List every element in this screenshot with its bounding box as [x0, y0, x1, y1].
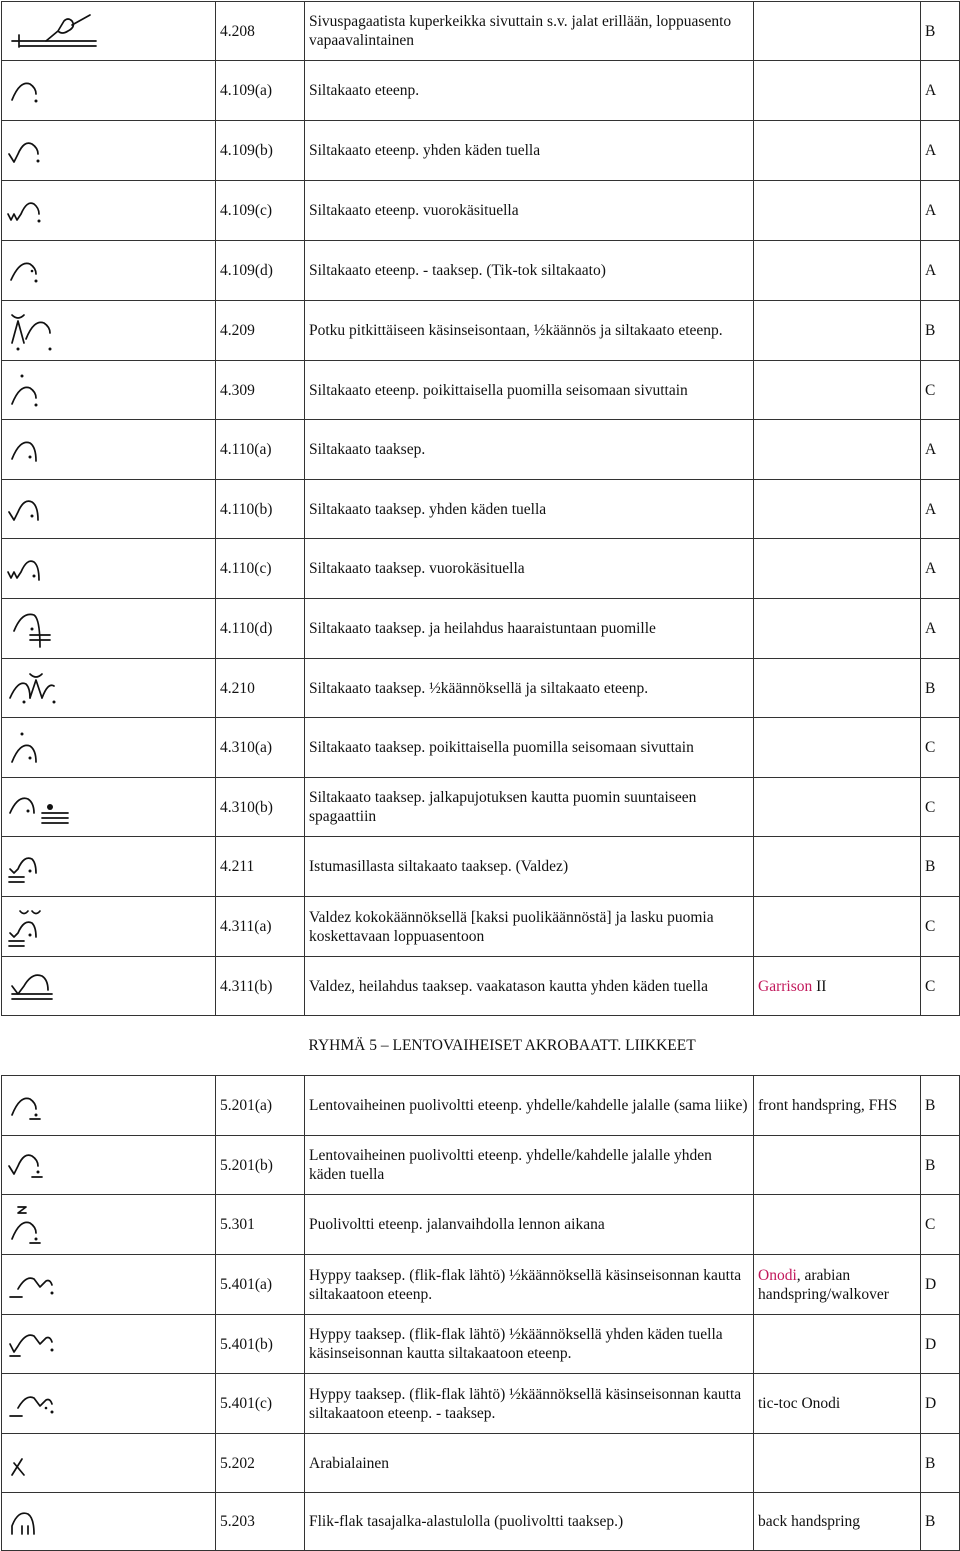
element-code: 5.203 — [216, 1493, 305, 1551]
difficulty-value: B — [921, 1434, 960, 1493]
element-note: Onodi, arabian handspring/walkover — [754, 1255, 921, 1315]
note-name: Onodi — [758, 1266, 797, 1284]
elements-table — [1, 1, 960, 1551]
roll-forward-spagat-icon — [6, 11, 116, 51]
table-row — [2, 121, 960, 181]
table-row — [2, 1493, 960, 1551]
symbol-cell — [2, 1315, 216, 1374]
table-row — [2, 897, 960, 957]
walkover-forward-one-hand-icon — [6, 136, 56, 166]
difficulty-value: C — [921, 361, 960, 420]
element-description: Lentovaiheinen puolivoltti eteenp. yhdelle/kahdelle jalalle yhden käden tuella — [305, 1136, 754, 1195]
element-note: tic-toc Onodi — [754, 1374, 921, 1434]
symbol-cell — [2, 241, 216, 301]
element-code: 5.401(a) — [216, 1255, 305, 1315]
element-description: Siltakaato taaksep. yhden käden tuella — [305, 480, 754, 539]
difficulty-value: A — [921, 599, 960, 659]
element-note — [754, 837, 921, 897]
difficulty-value: B — [921, 659, 960, 718]
front-handspring-icon — [6, 1089, 56, 1123]
element-code: 5.401(b) — [216, 1315, 305, 1374]
element-note — [754, 897, 921, 957]
difficulty-value: A — [921, 539, 960, 599]
element-description: Siltakaato taaksep. ½käännöksellä ja siltakaato eteenp. — [305, 659, 754, 718]
symbol-cell — [2, 718, 216, 778]
walkover-forward-cross-icon — [6, 370, 56, 410]
element-code: 5.201(b) — [216, 1136, 305, 1195]
element-note — [754, 539, 921, 599]
element-description: Valdez kokokäännöksellä [kaksi puolikäännöstä] ja lasku puomia koskettavaan loppuasentoon — [305, 897, 754, 957]
element-description: Siltakaato taaksep. poikittaisella puomilla seisomaan sivuttain — [305, 718, 754, 778]
symbol-cell — [2, 1136, 216, 1195]
walkover-backward-split-icon — [6, 787, 76, 827]
valdez-swing-icon — [6, 968, 66, 1004]
element-note: back handspring — [754, 1493, 921, 1551]
table-row — [2, 599, 960, 659]
table-row — [2, 659, 960, 718]
difficulty-value: C — [921, 897, 960, 957]
element-code: 4.311(b) — [216, 957, 305, 1016]
table-row — [2, 778, 960, 837]
walkover-forward-alternate-icon — [6, 196, 56, 226]
front-handspring-one-hand-icon — [6, 1148, 56, 1182]
table-row — [2, 1374, 960, 1434]
element-description: Valdez, heilahdus taaksep. vaakatason kautta yhden käden tuella — [305, 957, 754, 1016]
element-note: front handspring, FHS — [754, 1076, 921, 1136]
element-description: Siltakaato eteenp. — [305, 61, 754, 121]
difficulty-value: A — [921, 181, 960, 241]
symbol-cell — [2, 1076, 216, 1136]
symbol-cell — [2, 837, 216, 897]
walkover-backward-alternate-icon — [6, 554, 56, 584]
table-row — [2, 181, 960, 241]
symbol-cell — [2, 778, 216, 837]
element-note — [754, 1195, 921, 1255]
symbol-cell — [2, 539, 216, 599]
table-row — [2, 1195, 960, 1255]
table-row — [2, 361, 960, 420]
tic-toc-onodi-icon — [6, 1384, 66, 1424]
symbol-cell — [2, 61, 216, 121]
element-description: Siltakaato taaksep. vuorokäsituella — [305, 539, 754, 599]
difficulty-value: D — [921, 1255, 960, 1315]
symbol-cell — [2, 1493, 216, 1551]
difficulty-value: B — [921, 1136, 960, 1195]
element-description: Hyppy taaksep. (flik-flak lähtö) ½käännöksellä yhden käden tuella käsinseisonnan kautta siltakaatoon eteenp. — [305, 1315, 754, 1374]
valdez-icon — [6, 847, 56, 887]
difficulty-value: D — [921, 1374, 960, 1434]
element-code: 5.202 — [216, 1434, 305, 1493]
element-note: Garrison II — [754, 957, 921, 1016]
element-description: Hyppy taaksep. (flik-flak lähtö) ½käännöksellä käsinseisonnan kautta siltakaatoon eteenp. — [305, 1255, 754, 1315]
difficulty-value: B — [921, 1076, 960, 1136]
element-note — [754, 1434, 921, 1493]
table-row — [2, 2, 960, 61]
valdez-turn-icon — [6, 905, 56, 949]
difficulty-value: A — [921, 420, 960, 480]
element-description: Hyppy taaksep. (flik-flak lähtö) ½käännöksellä käsinseisonnan kautta siltakaatoon eteenp. - taaksep. — [305, 1374, 754, 1434]
element-note — [754, 241, 921, 301]
table-row — [2, 957, 960, 1016]
table-row — [2, 1255, 960, 1315]
element-code: 4.311(a) — [216, 897, 305, 957]
walkover-backward-turn-icon — [6, 668, 66, 708]
symbol-cell — [2, 1195, 216, 1255]
element-code: 5.201(a) — [216, 1076, 305, 1136]
onodi-one-hand-icon — [6, 1324, 66, 1364]
difficulty-value: B — [921, 2, 960, 61]
symbol-cell — [2, 181, 216, 241]
element-description: Siltakaato eteenp. - taaksep. (Tik-tok siltakaato) — [305, 241, 754, 301]
note-name: Garrison — [758, 977, 813, 995]
element-note — [754, 2, 921, 61]
back-handspring-icon — [6, 1504, 56, 1540]
element-description: Siltakaato eteenp. vuorokäsituella — [305, 181, 754, 241]
symbol-cell — [2, 599, 216, 659]
table-row — [2, 480, 960, 539]
element-note — [754, 480, 921, 539]
element-code: 4.210 — [216, 659, 305, 718]
element-note — [754, 659, 921, 718]
element-description: Potku pitkittäiseen käsinseisontaan, ½käännös ja siltakaato eteenp. — [305, 301, 754, 361]
element-note — [754, 1136, 921, 1195]
difficulty-value: A — [921, 61, 960, 121]
difficulty-value: B — [921, 301, 960, 361]
symbol-cell — [2, 1374, 216, 1434]
symbol-cell — [2, 659, 216, 718]
element-note — [754, 181, 921, 241]
element-note — [754, 361, 921, 420]
element-code: 4.109(b) — [216, 121, 305, 181]
table-row — [2, 1136, 960, 1195]
element-code: 4.109(c) — [216, 181, 305, 241]
symbol-cell — [2, 420, 216, 480]
symbol-cell — [2, 1434, 216, 1493]
symbol-cell — [2, 957, 216, 1016]
symbol-cell — [2, 1255, 216, 1315]
element-note — [754, 599, 921, 659]
element-code: 4.208 — [216, 2, 305, 61]
front-handspring-switch-icon — [6, 1203, 56, 1247]
difficulty-value: B — [921, 837, 960, 897]
element-code: 4.209 — [216, 301, 305, 361]
walkover-backward-cross-icon — [6, 728, 56, 768]
element-note — [754, 778, 921, 837]
element-code: 4.110(a) — [216, 420, 305, 480]
element-code: 5.301 — [216, 1195, 305, 1255]
kick-handstand-walkover-icon — [6, 309, 66, 353]
difficulty-value: C — [921, 718, 960, 778]
element-description: Siltakaato taaksep. — [305, 420, 754, 480]
difficulty-value: A — [921, 121, 960, 181]
table-row — [2, 420, 960, 480]
walkover-backward-one-hand-icon — [6, 494, 56, 524]
element-code: 4.309 — [216, 361, 305, 420]
element-description: Istumasillasta siltakaato taaksep. (Valdez) — [305, 837, 754, 897]
table-row — [2, 837, 960, 897]
element-note — [754, 121, 921, 181]
element-description: Siltakaato eteenp. yhden käden tuella — [305, 121, 754, 181]
difficulty-value: C — [921, 1195, 960, 1255]
difficulty-value: D — [921, 1315, 960, 1374]
element-code: 5.401(c) — [216, 1374, 305, 1434]
element-code: 4.110(c) — [216, 539, 305, 599]
element-code: 4.109(a) — [216, 61, 305, 121]
walkover-backward-straddle-icon — [6, 607, 66, 651]
element-note — [754, 301, 921, 361]
walkover-forward-icon — [6, 76, 56, 106]
difficulty-value: C — [921, 957, 960, 1016]
table-row — [2, 241, 960, 301]
table-row — [2, 718, 960, 778]
tik-tok-walkover-icon — [6, 256, 56, 286]
arabian-icon — [6, 1445, 46, 1481]
element-description: Flik-flak tasajalka-alastulolla (puolivoltti taaksep.) — [305, 1493, 754, 1551]
table-row — [2, 539, 960, 599]
element-description: Siltakaato eteenp. poikittaisella puomilla seisomaan sivuttain — [305, 361, 754, 420]
element-note — [754, 1315, 921, 1374]
table-row — [2, 1434, 960, 1493]
symbol-cell — [2, 480, 216, 539]
group-heading: RYHMÄ 5 – LENTOVAIHEISET AKROBAATT. LIIKKEET — [308, 1037, 696, 1054]
symbol-cell — [2, 2, 216, 61]
element-code: 4.110(d) — [216, 599, 305, 659]
difficulty-value: B — [921, 1493, 960, 1551]
element-description: Arabialainen — [305, 1434, 754, 1493]
element-note — [754, 61, 921, 121]
table-row — [2, 1315, 960, 1374]
element-description: Siltakaato taaksep. jalkapujotuksen kautta puomin suuntaiseen spagaattiin — [305, 778, 754, 837]
symbol-cell — [2, 301, 216, 361]
element-code: 4.310(a) — [216, 718, 305, 778]
element-code: 4.110(b) — [216, 480, 305, 539]
difficulty-value: A — [921, 241, 960, 301]
symbol-cell — [2, 897, 216, 957]
element-description: Sivuspagaatista kuperkeikka sivuttain s.v. jalat erillään, loppuasento vapaavalintainen — [305, 2, 754, 61]
onodi-icon — [6, 1265, 66, 1305]
table-row — [2, 61, 960, 121]
element-note — [754, 718, 921, 778]
element-code: 4.109(d) — [216, 241, 305, 301]
difficulty-value: A — [921, 480, 960, 539]
element-code: 4.211 — [216, 837, 305, 897]
table-row — [2, 1076, 960, 1136]
difficulty-value: C — [921, 778, 960, 837]
symbol-cell — [2, 361, 216, 420]
group-heading-row — [2, 1016, 960, 1076]
symbol-cell — [2, 121, 216, 181]
walkover-backward-icon — [6, 435, 56, 465]
element-description: Siltakaato taaksep. ja heilahdus haaraistuntaan puomille — [305, 599, 754, 659]
element-code: 4.310(b) — [216, 778, 305, 837]
element-description: Lentovaiheinen puolivoltti eteenp. yhdelle/kahdelle jalalle (sama liike) — [305, 1076, 754, 1136]
element-note — [754, 420, 921, 480]
table-row — [2, 301, 960, 361]
element-description: Puolivoltti eteenp. jalanvaihdolla lennon aikana — [305, 1195, 754, 1255]
